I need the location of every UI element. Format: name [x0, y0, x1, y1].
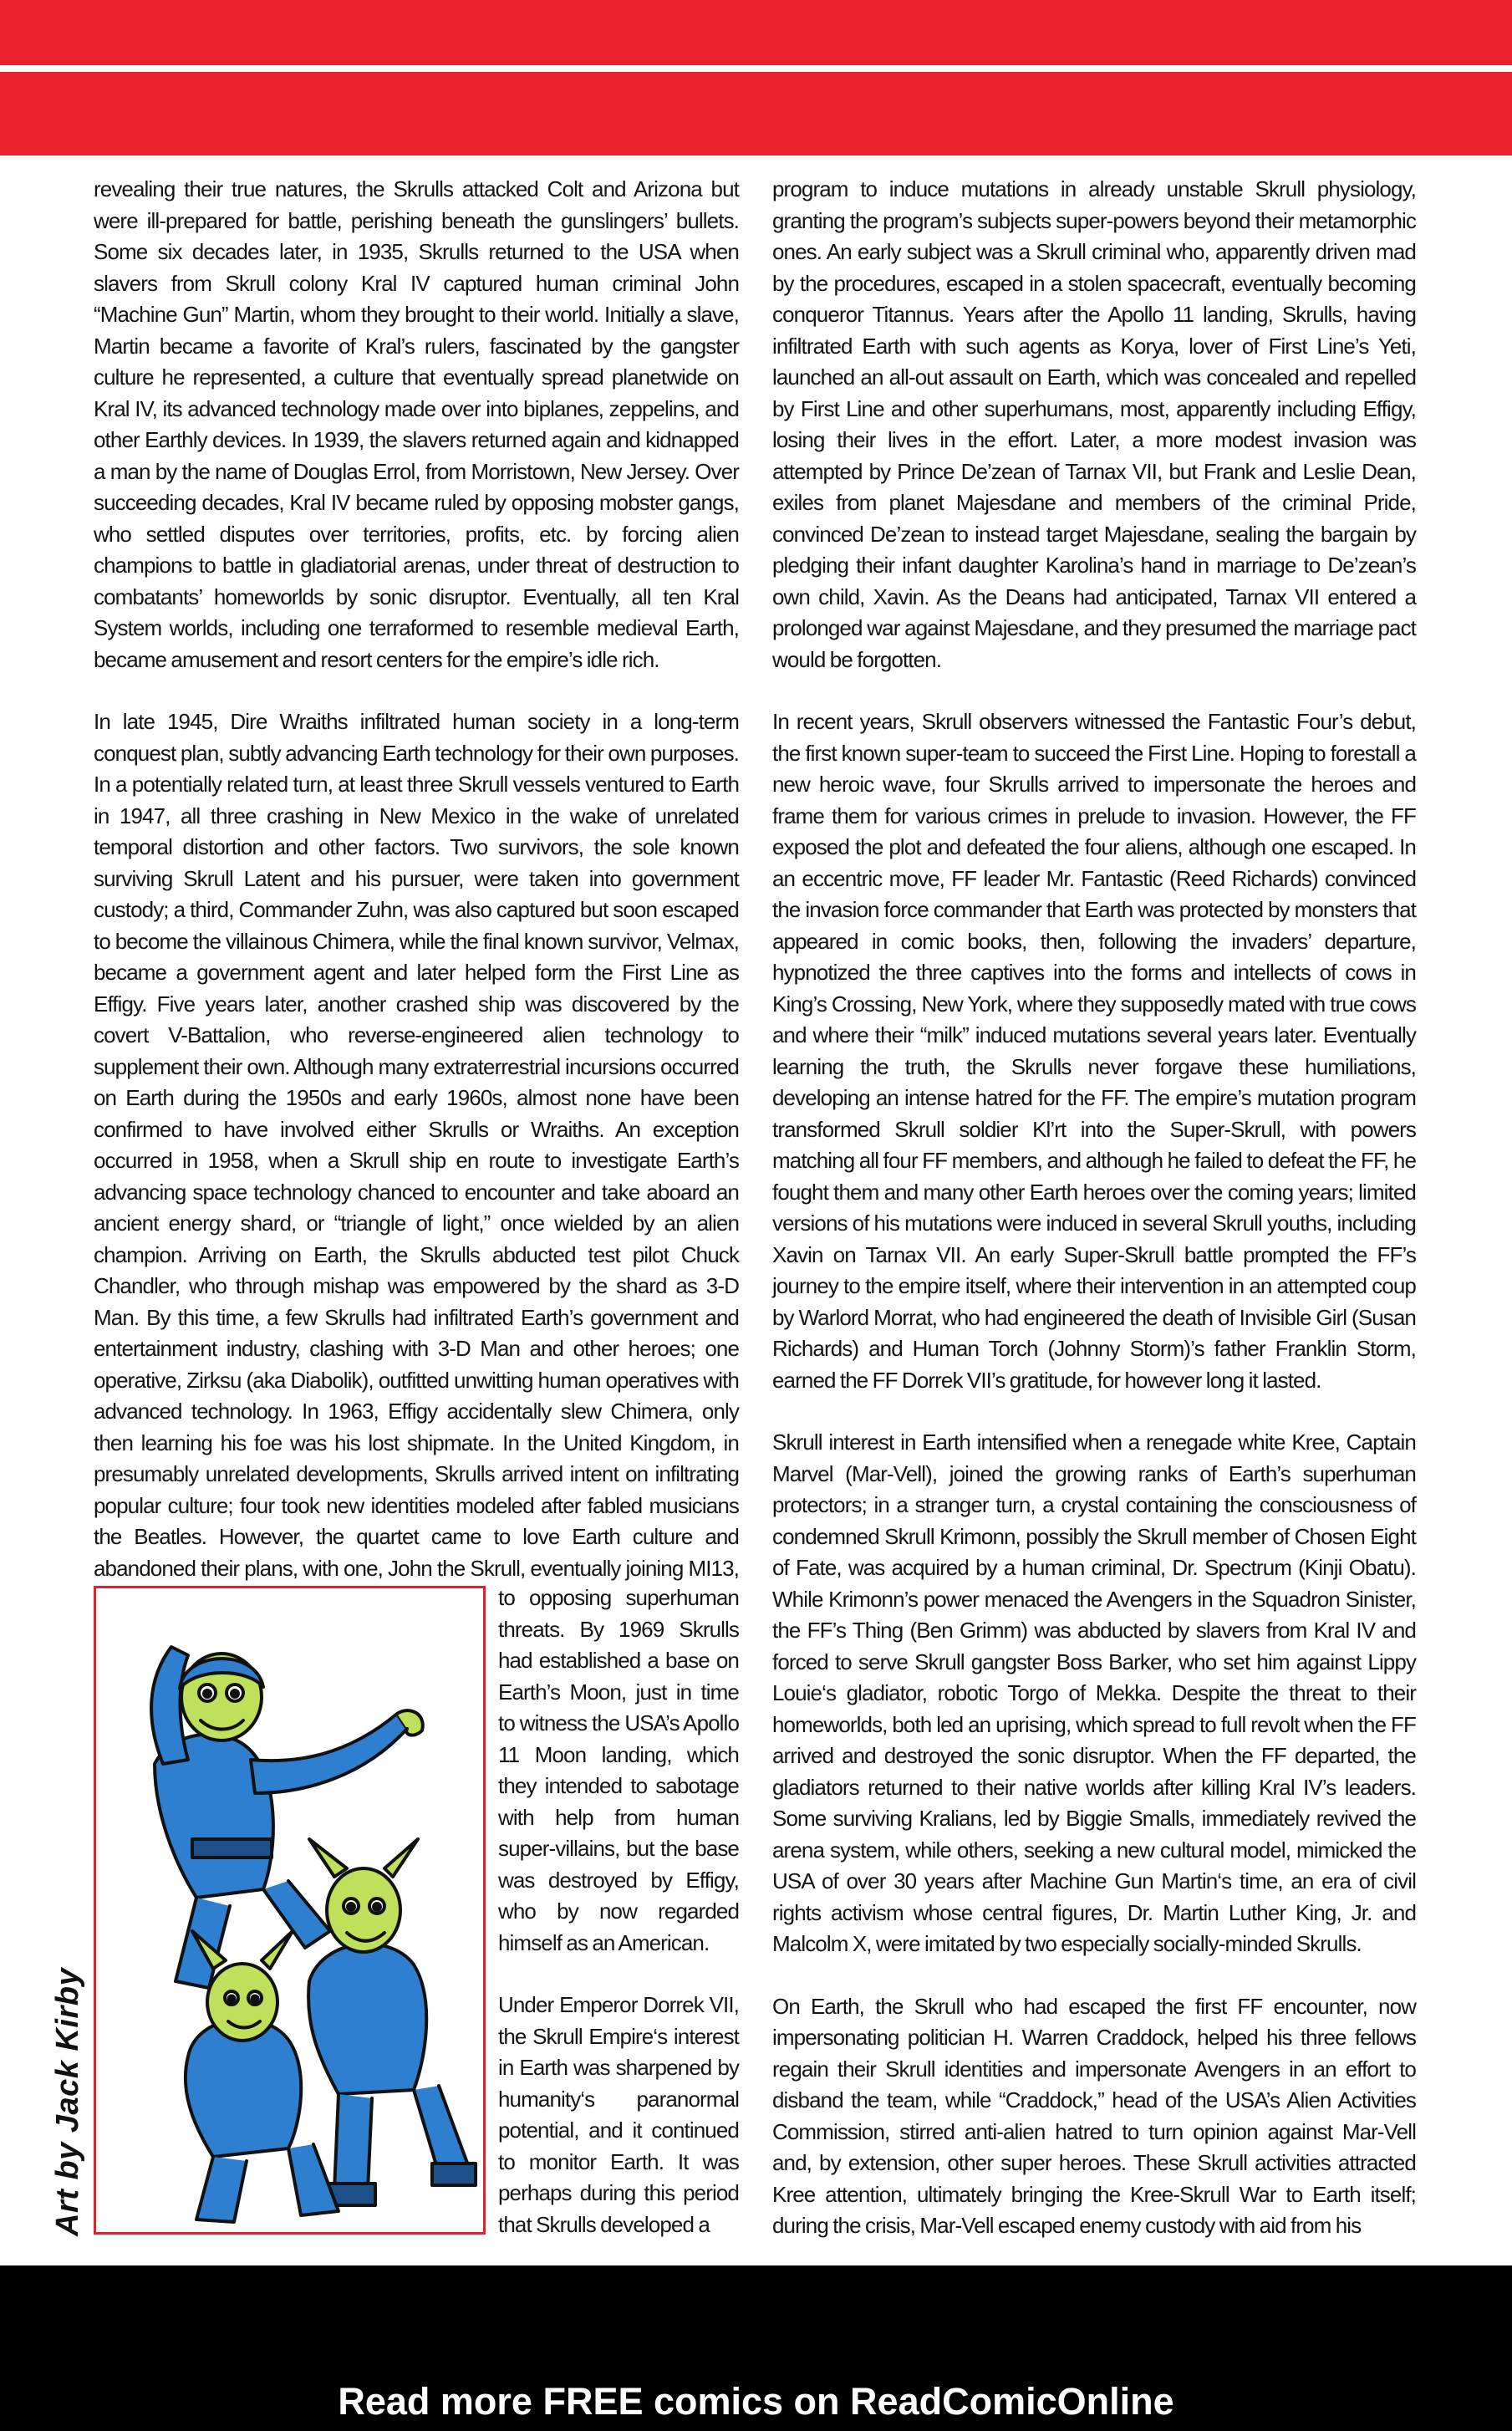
skrull-top-belt — [192, 1839, 272, 1858]
header-band — [0, 0, 1512, 155]
left-column-wrap — [498, 1582, 739, 2240]
left-wrap-paragraph-1: to opposing superhuman threats. By 1969 Skrulls had established a base on Earth’s Moon, just in time to witness the USA’s Apollo 11 Moon landing, which they intended to sabotage with help from human super-villains, but the base was destroyed by Effigy, who by now regarded himself as an American. — [498, 1585, 739, 1955]
left-paragraph-2: In late 1945, Dire Wraiths infiltrated human society in a long-term conquest plan, subtly advancing Earth technology for their own purposes. In a potentially related turn, at least three Skrull vessels ventured to Earth in 1947, all three crashing in New Mexico in the wake of unrelated temporal distortion and other factors. Two survivors, the sole known surviving Skrull Latent and his pursuer, were taken into government custody; a third, Commander Zuhn, was also captured but soon escaped to become the villainous Chimera, while the final known survivor, Velmax, became a government agent and later helped form the First Line as Effigy. Five years later, another crashed ship was discovered by the covert V-Battalion, who reverse-engineered alien technology to supplement their own. Although many extraterrestrial incursions occurred on Earth during the 1950s and early 1960s, almost none have been confirmed to have involved either Skrulls or Wraiths. An exception occurred in 1958, when a Skrull ship en route to investigate Earth’s advancing space technology chanced to encounter and take aboard an ancient energy shard, or “triangle of light,” once wielded by an alien champion. Arriving on Earth, the Skrulls abducted test pilot Chuck Chandler, who through mishap was empowered by the shard as 3-D Man. By this time, a few Skrulls had infiltrated Earth’s government and entertainment industry, clashing with 3-D Man and other heroes; one operative, Zirksu (aka Diabolik), outfitted unwitting human operatives with advanced technology. In 1963, Effigy accidentally slew Chimera, only then learning his foe was his lost shipmate. In the United Kingdom, in presumably unrelated developments, Skrulls arrived intent on infiltrating popular culture; four took new identities modeled after fabled musicians the Beatles. However, the quartet came to love Earth culture and abandoned their plans, with one, John the Skrull, eventually joining MI13, — [94, 709, 739, 1581]
skrull-right-body — [308, 1944, 426, 2094]
right-paragraph-1: program to induce mutations in already unstable Skrull physiology, granting the program’s subjects super-powers beyond their metamorphic ones. An early subject was a Skrull criminal who, apparently driven mad by the procedures, escaped in a stolen spacecraft, eventually becoming conqueror Titannus. Years after the Apollo 11 landing, Skrulls, having infiltrated Earth with such agents as Korya, lover of First Line’s Yeti, launched an all-out assault on Earth, which was concealed and repelled by First Line and other superhumans, most, apparently including Effigy, losing their lives in the effort. Later, a more modest invasion was attempted by Prince De’zean of Tarnax VII, but Frank and Leslie Dean, exiles from planet Majesdane and members of the criminal Pride, convinced De’zean to instead target Majesdane, sealing the bargain by pledging their infant daughter Karolina’s hand in marriage to De’zean’s own child, Xavin. As the Deans had anticipated, Tarnax VII entered a prolonged war against Majesdane, and they presumed the marriage pact would be forgotten. — [772, 176, 1416, 672]
right-paragraph-3: Skrull interest in Earth intensified when a renegade white Kree, Captain Marvel (Mar-Vell), joined the growing ranks of Earth’s superhuman protectors; in a stranger turn, a crystal containing the consciousness of condemned Skrull Krimonn, possibly the Skrull member of Chosen Eight of Fate, was acquired by a human criminal, Dr. Spectrum (Kinji Obatu). While Krimonn’s power menaced the Avengers in the Squadron Sinister, the FF’s Thing (Ben Grimm) was abducted by slavers from Kral IV and forced to serve Skrull gangster Boss Barker, who set him against Lippy Louie‘s gladiator, robotic Torgo of Mekka. Despite the threat to their homeworlds, both led an uprising, which spread to full revolt when the FF arrived and destroyed the sonic disruptor. When the FF departed, the gladiators returned to their native worlds after killing Kral IV’s leaders. Some surviving Kralians, led by Biggie Smalls, immediately revived the arena system, while others, seeking a new cultural model, mimicked the USA of over 30 years after Machine Gun Martin‘s time, an era of civil rights activism whose central figures, Dr. Martin Luther King, Jr. and Malcolm X, were imitated by two especially socially-minded Skrulls. — [772, 1430, 1416, 1956]
footer-banner-link[interactable]: Read more FREE comics on ReadComicOnline — [338, 2380, 1174, 2423]
header-stripe — [0, 65, 1512, 72]
right-paragraph-4: On Earth, the Skrull who had escaped the first FF encounter, now impersonating politician H. Warren Craddock, helped his three fellows regain their Skrull identities and impersonate Avengers in an effort to disband the team, while “Craddock,” head of the USA’s Alien Activities Commission, stirred anti-alien hatred to turn opinion against Mar-Vell and, by extension, other super heroes. These Skrull activities attracted Kree attention, ultimately bringing the Kree-Skrull War to Earth itself; during the crisis, Mar-Vell escaped enemy custody with aid from his — [772, 1993, 1416, 2238]
left-paragraph-1: revealing their true natures, the Skrulls attacked Colt and Arizona but were ill-prepared for battle, perishing beneath the gunslingers’ bullets. Some six decades later, in 1935, Skrulls returned to the USA when slavers from Skrull colony Kral IV captured human criminal John “Machine Gun” Martin, whom they brought to their world. Initially a slave, Martin became a favorite of Kral’s rulers, fascinated by the gangster culture he represented, a culture that eventually spread planetwide on Kral IV, its advanced technology made over into biplanes, zeppelins, and other Earthly devices. In 1939, the slavers returned again and kidnapped a man by the name of Douglas Errol, from Morristown, New Jersey. Over succeeding decades, Kral IV became ruled by opposing mobster gangs, who settled disputes over territories, profits, etc. by forcing alien champions to battle in gladiatorial arenas, under threat of destruction to combatants’ homeworlds by sonic disruptor. Eventually, all ten Kral System worlds, including one terraformed to resemble medieval Earth, became amusement and resort centers for the empire’s idle rich. — [94, 176, 739, 672]
art-credit: Art by Jack Kirby — [50, 1967, 85, 2236]
skrull-artwork — [94, 1586, 486, 2235]
left-wrap-paragraph-2: Under Emperor Dorrek VII, the Skrull Empire‘s interest in Earth was sharpened by humanity‘s paranormal potential, and it continued to monitor Earth. It was perhaps during this period that Skrulls developed a — [498, 1992, 739, 2237]
left-column — [94, 174, 739, 1616]
right-column — [772, 174, 1416, 2242]
skrull-illustration — [96, 1588, 483, 2232]
skrull-top-arm-right — [251, 1714, 407, 1793]
right-paragraph-2: In recent years, Skrull observers witnessed the Fantastic Four’s debut, the first known super-team to succeed the First Line. Hoping to forestall a new heroic wave, four Skrulls arrived to impersonate the heroes and frame them for various crimes in prelude to invasion. However, the FF exposed the plot and defeated the four aliens, although one escaped. In an eccentric move, FF leader Mr. Fantastic (Reed Richards) convinced the invasion force commander that Earth was protected by monsters that appeared in comic books, then, following the invaders’ departure, hypnotized the three captives into the forms and intellects of cows in King’s Crossing, New York, where they supposedly mated with true cows and where their “milk” induced mutations several years later. Eventually learning the truth, the Skrulls never forgave these humiliations, developing an intense hatred for the FF. The empire’s mutation program transformed Skrull soldier Kl’rt into the Super-Skrull, with powers matching all four FF members, and although he failed to defeat the FF, he fought them and many other Earth heroes over the coming years; limited versions of his mutations were induced in several Skrull youths, including Xavin on Tarnax VII. An early Super-Skrull battle prompted the FF’s journey to the empire itself, where their intervention in an attempted coup by Warlord Morrat, who had engineered the death of Invisible Girl (Susan Richards) and Human Torch (Johnny Storm)’s father Franklin Storm, earned the FF Dorrek VII’s gratitude, for however long it lasted. — [772, 709, 1416, 1393]
